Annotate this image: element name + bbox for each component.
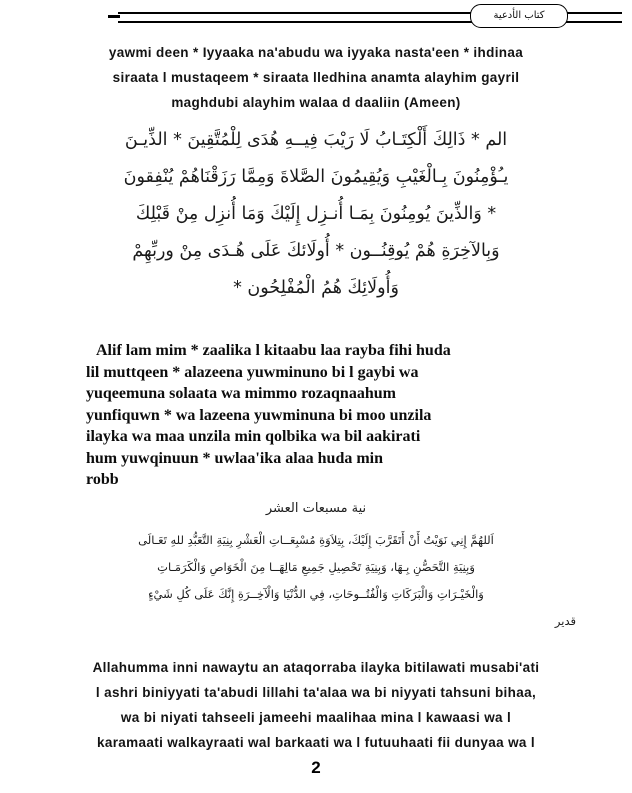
transliteration-line: yuqeemuna solaata wa mimmo rozaqnaahum [86,385,396,402]
transliteration-line: hum yuwqinuun * uwlaa'ika alaa huda min [86,449,384,467]
header-cartouche [470,4,568,28]
arabic-line: قدير [554,614,576,628]
transliteration-line: wa bi niyati tahseeli jameehi maalihaa mina l kawaasi wa l [120,710,512,725]
page-number: 2 [311,758,321,777]
arabic-line: وَبِالآخِرَةِ هُمْ يُوقِنُــون * أُولَائكَ عَلَى هُـدَى مِنْ وربِّهِمْ [132,241,500,261]
arabic-line: * وَالذِّينَ يُومِنُونَ بِمَـا أُنـزِل إِلَيْكَ وَمَا أُنزِل مِنْ قَبْلِكَ [135,204,497,224]
transliteration-line: l ashri biniyyati ta'abudi lillahi ta'alaa wa bi niyyati tahsuni bihaa, [95,685,537,700]
arabic-line: وَالْخَيْـرَاتِ وَالْبَرَكَاتِ وَالْفُتُــوحَاتِ، فِي الدُّنْيَا وَالْآخِــرَةِ إِنَّكَ عَلَى كُلِ شَيْءٍ [148,587,484,601]
header-cartouche-label: كتاب الأدعية [493,10,545,21]
niyyah-transliteration-block [56,655,576,755]
arabic-line: الم * ذَالِكَ أَلْكِتَـابُ لَا رَيْبَ فِيــهِ هُدَى لِلْمُتَّقِينَ * الذِّيـنَ [124,130,508,150]
transliteration-line: maghdubi alayhim walaa d daaliin (Ameen) [171,95,461,110]
header-rule-right [560,12,622,23]
arabic-line: يـُؤْمِنُونَ بِـالْغَيْبِ وَيُقِيمُونَ الصَّلاةَ وَمِمَّا رَزَقْنَاهُمْ يُنْفِقونَ [123,167,509,187]
arabic-line: اَللهُمَّ إِنِي نَوَيْتُ أَنْ أَتَقَرَّبَ إِلَيْكَ، بِتِلاَوَةِ مُسْبِعَــاتِ الْعَشْرِ بِنِيَةِ التَّعَبُّدِ للهِ تَعَـالَى [138,533,494,547]
header-rule-left [118,12,478,23]
transliteration-line: yawmi deen * Iyyaaka na'abudu wa iyyaka nasta'een * ihdinaa [108,45,524,60]
transliteration-line: yunfiquwn * wa lazeena yuwminuna bi moo unzila [86,406,432,424]
top-transliteration-block [56,40,576,115]
arabic-line: وَبِنِيَةِ التَّحَصُّنِ بِـهَا، وَبِنِيَةِ تَحْصِيلِ جَمِيعِ مَالِهَــا مِنَ الْخَوَاصِ وَالْكَرَمَـاتِ [157,560,475,574]
transliteration-line: siraata l mustaqeem * siraata lledhina anamta alayhim gayril [112,70,520,85]
section-heading-label: نية مسبعات العشر [265,501,367,516]
quran-arabic-block [56,122,576,307]
transliteration-line: karamaati walkayraati wal barkaati wa l futuuhaati fii dunyaa wa l [96,735,535,750]
niyyah-arabic-block [56,527,576,635]
transliteration-line: Alif lam mim * zaalika l kitaabu laa rayba fihi huda [96,342,451,359]
transliteration-line: lil muttqeen * alazeena yuwminuno bi l gaybi wa [86,363,419,381]
arabic-line: وَأُولَائِكَ هُمُ الْمُفْلِحُون * [233,278,399,298]
transliteration-line: Allahumma inni nawaytu an ataqorraba ilayka bitilawati musabi'ati [92,660,540,675]
niyyah-section-heading [56,500,576,518]
page-header-ornament [0,0,632,34]
transliteration-line: robb [86,471,119,488]
quran-transliteration-block [86,340,546,491]
transliteration-line: ilayka wa maa unzila min qolbika wa bil aakirati [86,428,421,445]
